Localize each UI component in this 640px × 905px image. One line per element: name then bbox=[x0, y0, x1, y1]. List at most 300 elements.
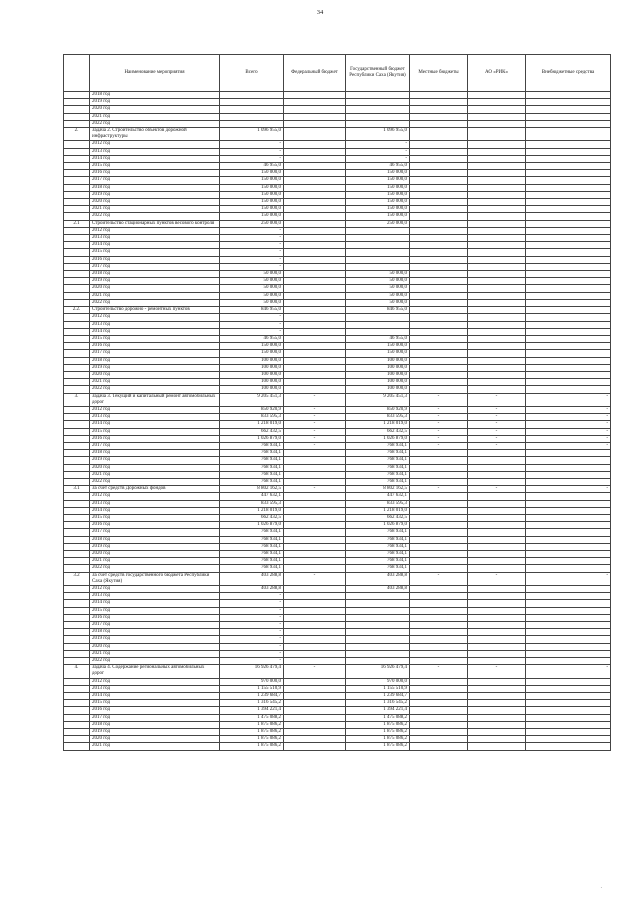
cell-ao bbox=[468, 500, 526, 507]
cell-federal bbox=[284, 622, 346, 629]
cell-republic bbox=[346, 607, 410, 614]
cell-total: 1 875 086,2 bbox=[220, 736, 284, 743]
cell-name: 2012 год bbox=[90, 141, 220, 148]
table-row-year bbox=[64, 600, 611, 607]
cell-extra bbox=[526, 736, 611, 743]
cell-extra bbox=[526, 743, 611, 750]
cell-extra bbox=[526, 128, 611, 141]
cell-federal bbox=[284, 721, 346, 728]
table-row-task bbox=[64, 665, 611, 678]
cell-local bbox=[410, 184, 468, 191]
cell-ao bbox=[468, 199, 526, 206]
cell-name: 2014 год bbox=[90, 600, 220, 607]
cell-total: 768 934,1 bbox=[220, 536, 284, 543]
cell-extra: - bbox=[526, 406, 611, 413]
cell-number bbox=[64, 106, 90, 113]
cell-ao bbox=[468, 678, 526, 685]
cell-republic: 768 934,1 bbox=[346, 529, 410, 536]
cell-name: 2021 год bbox=[90, 558, 220, 565]
cell-total: 1 218 019,0 bbox=[220, 421, 284, 428]
cell-number bbox=[64, 586, 90, 593]
cell-federal: - bbox=[284, 428, 346, 435]
cell-federal: - bbox=[284, 414, 346, 421]
cell-name: 2014 год bbox=[90, 693, 220, 700]
table-row-year bbox=[64, 493, 611, 500]
cell-total: 50 000,0 bbox=[220, 278, 284, 285]
cell-extra bbox=[526, 457, 611, 464]
cell-extra bbox=[526, 607, 611, 614]
cell-republic: - bbox=[346, 155, 410, 162]
cell-total: - bbox=[220, 263, 284, 270]
cell-local bbox=[410, 343, 468, 350]
cell-extra bbox=[526, 307, 611, 314]
cell-number bbox=[64, 213, 90, 220]
cell-local bbox=[410, 120, 468, 127]
cell-republic bbox=[346, 256, 410, 263]
cell-republic: 100 000,0 bbox=[346, 371, 410, 378]
cell-federal bbox=[284, 106, 346, 113]
cell-local bbox=[410, 729, 468, 736]
cell-ao bbox=[468, 170, 526, 177]
cell-extra bbox=[526, 335, 611, 342]
cell-extra bbox=[526, 120, 611, 127]
header-name: Наименование мероприятия bbox=[90, 55, 220, 92]
cell-number bbox=[64, 643, 90, 650]
table-row-year bbox=[64, 450, 611, 457]
cell-extra bbox=[526, 636, 611, 643]
cell-number bbox=[64, 450, 90, 457]
table-row-year bbox=[64, 343, 611, 350]
cell-republic: 768 934,1 bbox=[346, 558, 410, 565]
cell-total: - bbox=[220, 629, 284, 636]
cell-ao bbox=[468, 636, 526, 643]
cell-total: - bbox=[220, 607, 284, 614]
cell-local bbox=[410, 249, 468, 256]
table-row-task bbox=[64, 486, 611, 493]
cell-extra: - bbox=[526, 442, 611, 449]
footer-mark: · bbox=[600, 886, 602, 891]
cell-extra bbox=[526, 227, 611, 234]
cell-name: 2013 год bbox=[90, 500, 220, 507]
cell-extra bbox=[526, 493, 611, 500]
cell-local: - bbox=[410, 435, 468, 442]
cell-extra bbox=[526, 685, 611, 692]
cell-ao bbox=[468, 600, 526, 607]
cell-name: 2022 год bbox=[90, 120, 220, 127]
table-row-year bbox=[64, 364, 611, 371]
table-row-year bbox=[64, 227, 611, 234]
cell-extra bbox=[526, 450, 611, 457]
cell-extra bbox=[526, 543, 611, 550]
cell-extra bbox=[526, 721, 611, 728]
cell-extra bbox=[526, 213, 611, 220]
cell-republic bbox=[346, 614, 410, 621]
cell-name: 2017 год bbox=[90, 442, 220, 449]
cell-republic: 1 875 086,2 bbox=[346, 743, 410, 750]
cell-local bbox=[410, 328, 468, 335]
cell-local bbox=[410, 565, 468, 572]
cell-republic: 768 934,1 bbox=[346, 565, 410, 572]
cell-number bbox=[64, 442, 90, 449]
cell-extra bbox=[526, 558, 611, 565]
cell-local bbox=[410, 206, 468, 213]
cell-number bbox=[64, 658, 90, 665]
table-row-year bbox=[64, 206, 611, 213]
cell-republic bbox=[346, 235, 410, 242]
cell-federal bbox=[284, 371, 346, 378]
cell-local bbox=[410, 213, 468, 220]
cell-extra: - bbox=[526, 421, 611, 428]
table-row-year bbox=[64, 328, 611, 335]
cell-number bbox=[64, 163, 90, 170]
cell-extra bbox=[526, 343, 611, 350]
cell-ao bbox=[468, 285, 526, 292]
cell-name: 2012 год bbox=[90, 586, 220, 593]
cell-total: 150 000,0 bbox=[220, 191, 284, 198]
cell-name: 2018 год bbox=[90, 629, 220, 636]
cell-extra bbox=[526, 350, 611, 357]
cell-name: 2021 год bbox=[90, 471, 220, 478]
cell-total: - bbox=[220, 242, 284, 249]
cell-local bbox=[410, 220, 468, 227]
cell-federal bbox=[284, 321, 346, 328]
cell-number bbox=[64, 242, 90, 249]
cell-federal bbox=[284, 335, 346, 342]
cell-ao bbox=[468, 263, 526, 270]
cell-republic: 1 218 019,0 bbox=[346, 421, 410, 428]
table-row-year bbox=[64, 235, 611, 242]
cell-extra bbox=[526, 206, 611, 213]
cell-republic: 1 316 545,2 bbox=[346, 700, 410, 707]
cell-local bbox=[410, 629, 468, 636]
cell-number bbox=[64, 522, 90, 529]
cell-extra bbox=[526, 643, 611, 650]
cell-number bbox=[64, 678, 90, 685]
cell-ao: - bbox=[468, 486, 526, 493]
table-row-year bbox=[64, 714, 611, 721]
cell-ao: - bbox=[468, 406, 526, 413]
cell-republic bbox=[346, 622, 410, 629]
cell-local bbox=[410, 551, 468, 558]
cell-number bbox=[64, 435, 90, 442]
cell-number bbox=[64, 328, 90, 335]
table-row-year bbox=[64, 721, 611, 728]
cell-federal bbox=[284, 285, 346, 292]
cell-ao bbox=[468, 743, 526, 750]
cell-total: - bbox=[220, 636, 284, 643]
cell-republic bbox=[346, 593, 410, 600]
cell-ao bbox=[468, 593, 526, 600]
header-republic: Государственный бюджет Республики Саха (Якутия) bbox=[346, 55, 410, 92]
cell-number bbox=[64, 177, 90, 184]
cell-number bbox=[64, 693, 90, 700]
cell-ao bbox=[468, 299, 526, 306]
cell-ao bbox=[468, 700, 526, 707]
cell-number bbox=[64, 148, 90, 155]
cell-local bbox=[410, 658, 468, 665]
cell-ao bbox=[468, 464, 526, 471]
table-row-year bbox=[64, 155, 611, 162]
table-body bbox=[64, 92, 611, 751]
table-row-year bbox=[64, 471, 611, 478]
table-row-year bbox=[64, 191, 611, 198]
cell-number bbox=[64, 256, 90, 263]
table-row-year bbox=[64, 478, 611, 485]
cell-ao bbox=[468, 514, 526, 521]
cell-name: 2018 год bbox=[90, 721, 220, 728]
cell-federal bbox=[284, 235, 346, 242]
cell-extra bbox=[526, 235, 611, 242]
cell-local bbox=[410, 707, 468, 714]
cell-federal bbox=[284, 113, 346, 120]
cell-total: 1 875 086,2 bbox=[220, 743, 284, 750]
cell-ao bbox=[468, 120, 526, 127]
cell-name: 2012 год bbox=[90, 314, 220, 321]
cell-total: - bbox=[220, 650, 284, 657]
cell-republic: 46 955,0 bbox=[346, 163, 410, 170]
cell-federal bbox=[284, 658, 346, 665]
cell-federal bbox=[284, 99, 346, 106]
cell-republic: 846 955,0 bbox=[346, 307, 410, 314]
cell-federal bbox=[284, 314, 346, 321]
cell-extra bbox=[526, 191, 611, 198]
cell-local bbox=[410, 685, 468, 692]
cell-ao bbox=[468, 106, 526, 113]
cell-local bbox=[410, 163, 468, 170]
cell-federal bbox=[284, 292, 346, 299]
cell-extra bbox=[526, 184, 611, 191]
table-row-year bbox=[64, 113, 611, 120]
cell-republic: 768 934,1 bbox=[346, 478, 410, 485]
cell-name: 2020 год bbox=[90, 736, 220, 743]
cell-local bbox=[410, 678, 468, 685]
table-row-year bbox=[64, 92, 611, 99]
cell-total: 100 000,0 bbox=[220, 371, 284, 378]
cell-local: - bbox=[410, 414, 468, 421]
cell-number bbox=[64, 700, 90, 707]
cell-ao bbox=[468, 99, 526, 106]
cell-number bbox=[64, 593, 90, 600]
cell-number bbox=[64, 600, 90, 607]
cell-number bbox=[64, 729, 90, 736]
cell-total: - bbox=[220, 622, 284, 629]
cell-federal bbox=[284, 307, 346, 314]
cell-republic: 9 205 451,3 bbox=[346, 393, 410, 406]
cell-total: 970 000,0 bbox=[220, 678, 284, 685]
cell-number bbox=[64, 478, 90, 485]
cell-extra bbox=[526, 714, 611, 721]
table-row-year bbox=[64, 622, 611, 629]
cell-ao bbox=[468, 658, 526, 665]
cell-total: 768 934,1 bbox=[220, 442, 284, 449]
cell-local bbox=[410, 148, 468, 155]
table-row-year bbox=[64, 335, 611, 342]
cell-ao bbox=[468, 350, 526, 357]
header-federal: Федеральный бюджет bbox=[284, 55, 346, 92]
cell-name: 2019 год bbox=[90, 278, 220, 285]
cell-number bbox=[64, 500, 90, 507]
cell-local bbox=[410, 721, 468, 728]
cell-federal bbox=[284, 471, 346, 478]
table-row-year bbox=[64, 678, 611, 685]
table-row-year bbox=[64, 141, 611, 148]
cell-republic bbox=[346, 120, 410, 127]
cell-total bbox=[220, 92, 284, 99]
cell-local bbox=[410, 92, 468, 99]
cell-extra bbox=[526, 478, 611, 485]
cell-ao bbox=[468, 148, 526, 155]
cell-local bbox=[410, 106, 468, 113]
cell-local bbox=[410, 242, 468, 249]
cell-number bbox=[64, 170, 90, 177]
header-number bbox=[64, 55, 90, 92]
cell-ao: - bbox=[468, 435, 526, 442]
cell-local bbox=[410, 285, 468, 292]
cell-total: 768 934,1 bbox=[220, 543, 284, 550]
cell-total: - bbox=[220, 614, 284, 621]
cell-ao bbox=[468, 227, 526, 234]
cell-total: 50 000,0 bbox=[220, 271, 284, 278]
cell-name: 2018 год bbox=[90, 271, 220, 278]
cell-republic: 833 595,3 bbox=[346, 500, 410, 507]
cell-ao bbox=[468, 321, 526, 328]
cell-ao: - bbox=[468, 572, 526, 585]
cell-total: 9 205 451,3 bbox=[220, 393, 284, 406]
cell-total: - bbox=[220, 141, 284, 148]
cell-total: 662 432,5 bbox=[220, 514, 284, 521]
cell-local bbox=[410, 386, 468, 393]
table-row-year bbox=[64, 442, 611, 449]
cell-republic: 150 000,0 bbox=[346, 184, 410, 191]
table-row-year bbox=[64, 271, 611, 278]
cell-ao bbox=[468, 650, 526, 657]
cell-local bbox=[410, 714, 468, 721]
cell-republic bbox=[346, 636, 410, 643]
cell-local bbox=[410, 450, 468, 457]
cell-number bbox=[64, 650, 90, 657]
cell-number bbox=[64, 99, 90, 106]
cell-republic: 16 926 479,4 bbox=[346, 665, 410, 678]
table-row-year bbox=[64, 685, 611, 692]
cell-federal bbox=[284, 227, 346, 234]
table-row-year bbox=[64, 278, 611, 285]
cell-total: - bbox=[220, 321, 284, 328]
cell-name: 2013 год bbox=[90, 321, 220, 328]
cell-local: - bbox=[410, 393, 468, 406]
cell-extra bbox=[526, 371, 611, 378]
cell-ao bbox=[468, 586, 526, 593]
table-row-task bbox=[64, 393, 611, 406]
cell-local bbox=[410, 536, 468, 543]
cell-federal bbox=[284, 700, 346, 707]
table-row-year bbox=[64, 199, 611, 206]
cell-republic: 970 000,0 bbox=[346, 678, 410, 685]
cell-ao bbox=[468, 536, 526, 543]
cell-ao bbox=[468, 271, 526, 278]
cell-ao bbox=[468, 478, 526, 485]
cell-federal bbox=[284, 707, 346, 714]
cell-number bbox=[64, 191, 90, 198]
cell-extra bbox=[526, 170, 611, 177]
cell-total: 150 000,0 bbox=[220, 184, 284, 191]
cell-ao bbox=[468, 177, 526, 184]
cell-total: 1 875 086,2 bbox=[220, 729, 284, 736]
cell-republic: 768 934,1 bbox=[346, 543, 410, 550]
table-row-year bbox=[64, 514, 611, 521]
cell-republic: 100 000,0 bbox=[346, 357, 410, 364]
cell-federal bbox=[284, 206, 346, 213]
cell-name: 2018 год bbox=[90, 357, 220, 364]
cell-name: 2019 год bbox=[90, 191, 220, 198]
cell-local bbox=[410, 379, 468, 386]
cell-total: 1 155 510,9 bbox=[220, 685, 284, 692]
cell-ao bbox=[468, 386, 526, 393]
cell-federal bbox=[284, 514, 346, 521]
table-row-year bbox=[64, 729, 611, 736]
cell-total bbox=[220, 120, 284, 127]
cell-republic: 150 000,0 bbox=[346, 206, 410, 213]
cell-federal bbox=[284, 607, 346, 614]
cell-extra bbox=[526, 292, 611, 299]
cell-total: 768 934,1 bbox=[220, 464, 284, 471]
cell-federal bbox=[284, 141, 346, 148]
cell-number bbox=[64, 155, 90, 162]
table-row-year bbox=[64, 379, 611, 386]
cell-name: 2019 год bbox=[90, 99, 220, 106]
cell-extra bbox=[526, 242, 611, 249]
cell-local bbox=[410, 357, 468, 364]
table-row-year bbox=[64, 586, 611, 593]
header-extra: Внебюджетные средства bbox=[526, 55, 611, 92]
cell-number bbox=[64, 113, 90, 120]
cell-total: 833 595,3 bbox=[220, 414, 284, 421]
cell-name: За счет средств государственного бюджета Республики Саха (Якутия) bbox=[90, 572, 220, 585]
cell-local bbox=[410, 113, 468, 120]
cell-number bbox=[64, 565, 90, 572]
cell-name: 2016 год bbox=[90, 435, 220, 442]
cell-federal bbox=[284, 263, 346, 270]
cell-ao bbox=[468, 629, 526, 636]
cell-name: 2021 год bbox=[90, 206, 220, 213]
table-row-year bbox=[64, 163, 611, 170]
cell-federal bbox=[284, 278, 346, 285]
cell-local bbox=[410, 593, 468, 600]
cell-extra: - bbox=[526, 435, 611, 442]
cell-number bbox=[64, 184, 90, 191]
cell-ao bbox=[468, 493, 526, 500]
cell-name: 2022 год bbox=[90, 478, 220, 485]
table-row-year bbox=[64, 643, 611, 650]
cell-federal bbox=[284, 600, 346, 607]
cell-local bbox=[410, 643, 468, 650]
cell-total: 1 096 955,0 bbox=[220, 128, 284, 141]
cell-total: 768 934,1 bbox=[220, 478, 284, 485]
cell-ao bbox=[468, 379, 526, 386]
cell-federal bbox=[284, 650, 346, 657]
cell-ao bbox=[468, 328, 526, 335]
cell-extra bbox=[526, 464, 611, 471]
cell-local bbox=[410, 235, 468, 242]
cell-local bbox=[410, 271, 468, 278]
cell-republic: 46 955,0 bbox=[346, 335, 410, 342]
cell-extra bbox=[526, 700, 611, 707]
cell-federal bbox=[284, 614, 346, 621]
cell-name: 2020 год bbox=[90, 464, 220, 471]
cell-local: - bbox=[410, 421, 468, 428]
cell-republic bbox=[346, 249, 410, 256]
table-row-year bbox=[64, 321, 611, 328]
cell-republic bbox=[346, 321, 410, 328]
